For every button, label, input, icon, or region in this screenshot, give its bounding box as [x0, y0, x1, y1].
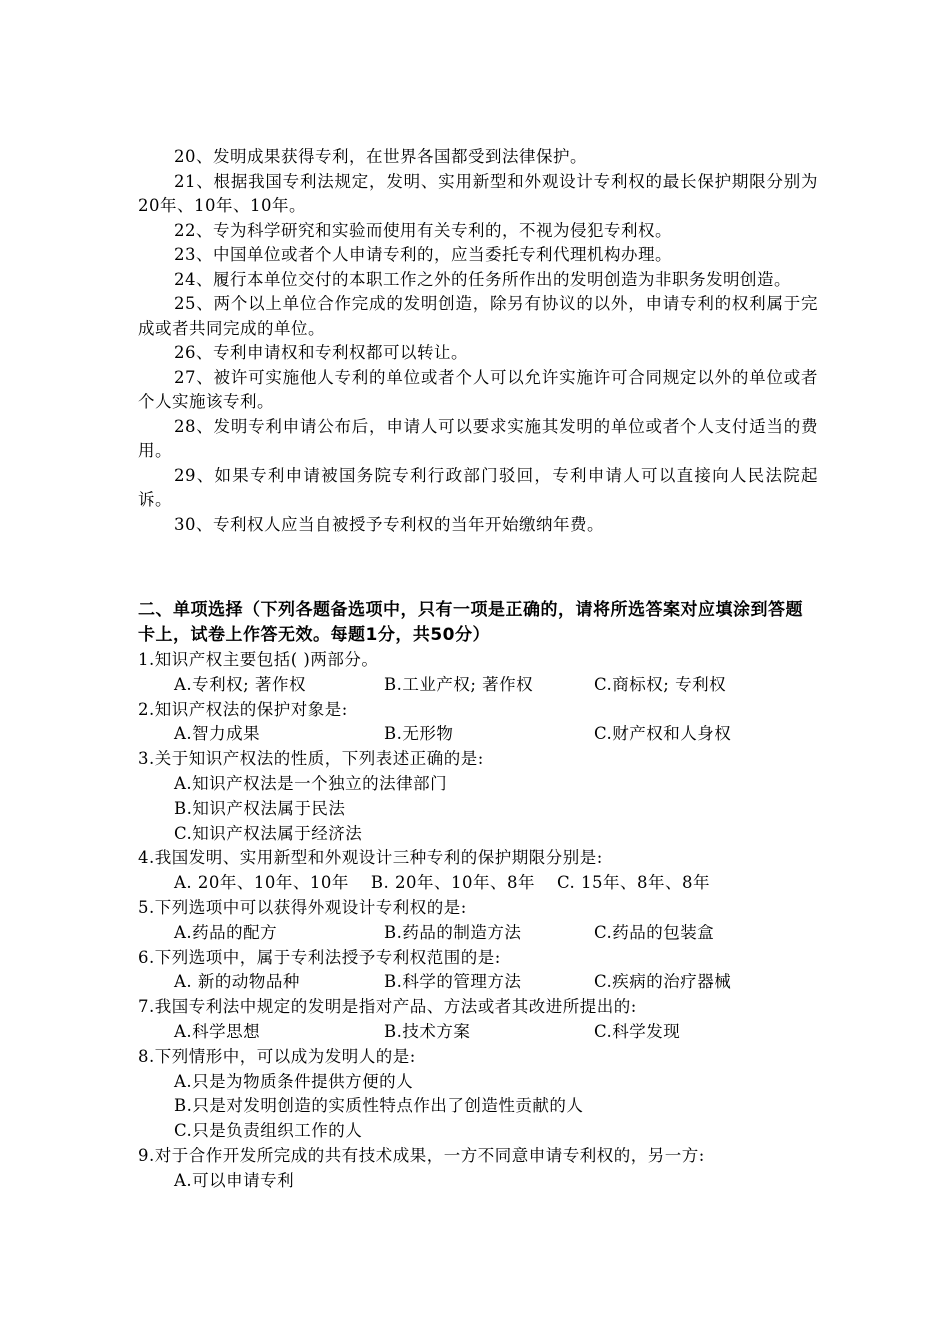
tf-item-30: 30、专利权人应当自被授予专利权的当年开始缴纳年费。	[174, 514, 604, 534]
option-a: A.智力成果	[174, 724, 261, 744]
question-7-options	[138, 1020, 828, 1045]
tf-item-23: 23、中国单位或者个人申请专利的，应当委托专利代理机构办理。	[174, 245, 672, 264]
multiple-choice-section	[138, 598, 828, 1194]
option-a: A.专利权; 著作权	[174, 674, 306, 694]
tf-item-28: 28、发明专利申请公布后，申请人可以要求实施其发明的单位或者个人支付适当的费用。	[138, 416, 818, 460]
true-false-section	[138, 145, 818, 537]
question-6-stem: 6.下列选项中，属于专利法授予专利权范围的是:	[138, 947, 501, 967]
question-1-stem: 1.知识产权主要包括( )两部分。	[138, 650, 379, 669]
tf-item-29: 29、如果专利申请被国务院专利行政部门驳回，专利申请人可以直接向人民法院起诉。	[138, 465, 818, 509]
question-7-stem: 7.我国专利法中规定的发明是指对产品、方法或者其改进所提出的:	[138, 997, 637, 1017]
tf-item-27: 27、被许可实施他人专利的单位或者个人可以允许实施许可合同规定以外的单位或者个人实施该专利。	[138, 367, 818, 411]
tf-item-26: 26、专利申请权和专利权都可以转让。	[174, 343, 468, 362]
question-3-stem: 3.关于知识产权法的性质，下列表述正确的是:	[138, 749, 484, 769]
tf-item-24: 24、履行本单位交付的本职工作之外的任务所作出的发明创造为非职务发明创造。	[174, 269, 791, 289]
option-a: A.科学思想	[174, 1021, 261, 1041]
question-1-options	[138, 673, 828, 698]
option-b: B.工业产权; 著作权	[384, 674, 534, 694]
question-6-options	[138, 970, 828, 995]
tf-item-20: 20、发明成果获得专利，在世界各国都受到法律保护。	[174, 147, 587, 166]
question-4-options	[138, 871, 828, 896]
option-a: A.知识产权法是一个独立的法律部门	[174, 773, 448, 793]
option-b: B.无形物	[384, 724, 454, 744]
option-c: C.只是负责组织工作的人	[174, 1121, 363, 1141]
question-8-stem: 8.下列情形中，可以成为发明人的是:	[138, 1046, 416, 1066]
question-2-options	[138, 722, 828, 747]
question-5-options	[138, 921, 828, 946]
option-c: C.疾病的治疗器械	[594, 972, 732, 992]
tf-item-21: 21、根据我国专利法规定，发明、实用新型和外观设计专利权的最长保护期限分别为20年、10年、10年。	[138, 171, 818, 215]
option-b: B.科学的管理方法	[384, 972, 522, 992]
option-a: A.药品的配方	[174, 922, 278, 942]
option-c: C.财产权和人身权	[594, 724, 732, 744]
option-a: A. 新的动物品种	[174, 972, 300, 992]
option-b: B. 20年、10年、8年	[370, 873, 536, 893]
question-4-stem: 4.我国发明、实用新型和外观设计三种专利的保护期限分别是:	[138, 848, 603, 868]
question-5-stem: 5.下列选项中可以获得外观设计专利权的是:	[138, 897, 467, 917]
option-b: B.技术方案	[384, 1021, 471, 1041]
option-a: A.可以申请专利	[174, 1170, 295, 1190]
question-9-stem: 9.对于合作开发所完成的共有技术成果，一方不同意申请专利权的，另一方:	[138, 1145, 705, 1165]
option-c: C.科学发现	[594, 1021, 681, 1041]
option-a: A.只是为物质条件提供方便的人	[174, 1071, 414, 1091]
option-c: C.商标权; 专利权	[594, 674, 727, 694]
section-heading: 二、单项选择（下列各题备选项中，只有一项是正确的，请将所选答案对应填涂到答题卡上，试卷上作答无效。每题1分，共50分）	[138, 600, 803, 645]
option-b: B.药品的制造方法	[384, 922, 522, 942]
option-b: B.只是对发明创造的实质性特点作出了创造性贡献的人	[174, 1096, 584, 1116]
option-c: C.药品的包装盒	[594, 922, 715, 942]
question-2-stem: 2.知识产权法的保护对象是:	[138, 699, 348, 719]
option-a: A. 20年、10年、10年	[174, 873, 349, 893]
option-c: C.知识产权法属于经济法	[174, 823, 363, 843]
option-b: B.知识产权法属于民法	[174, 798, 346, 818]
tf-item-22: 22、专为科学研究和实验而使用有关专利的，不视为侵犯专利权。	[174, 220, 672, 240]
option-c: C. 15年、8年、8年	[557, 873, 711, 893]
tf-item-25: 25、两个以上单位合作完成的发明创造，除另有协议的以外，申请专利的权利属于完成或者共同完成的单位。	[138, 294, 818, 338]
